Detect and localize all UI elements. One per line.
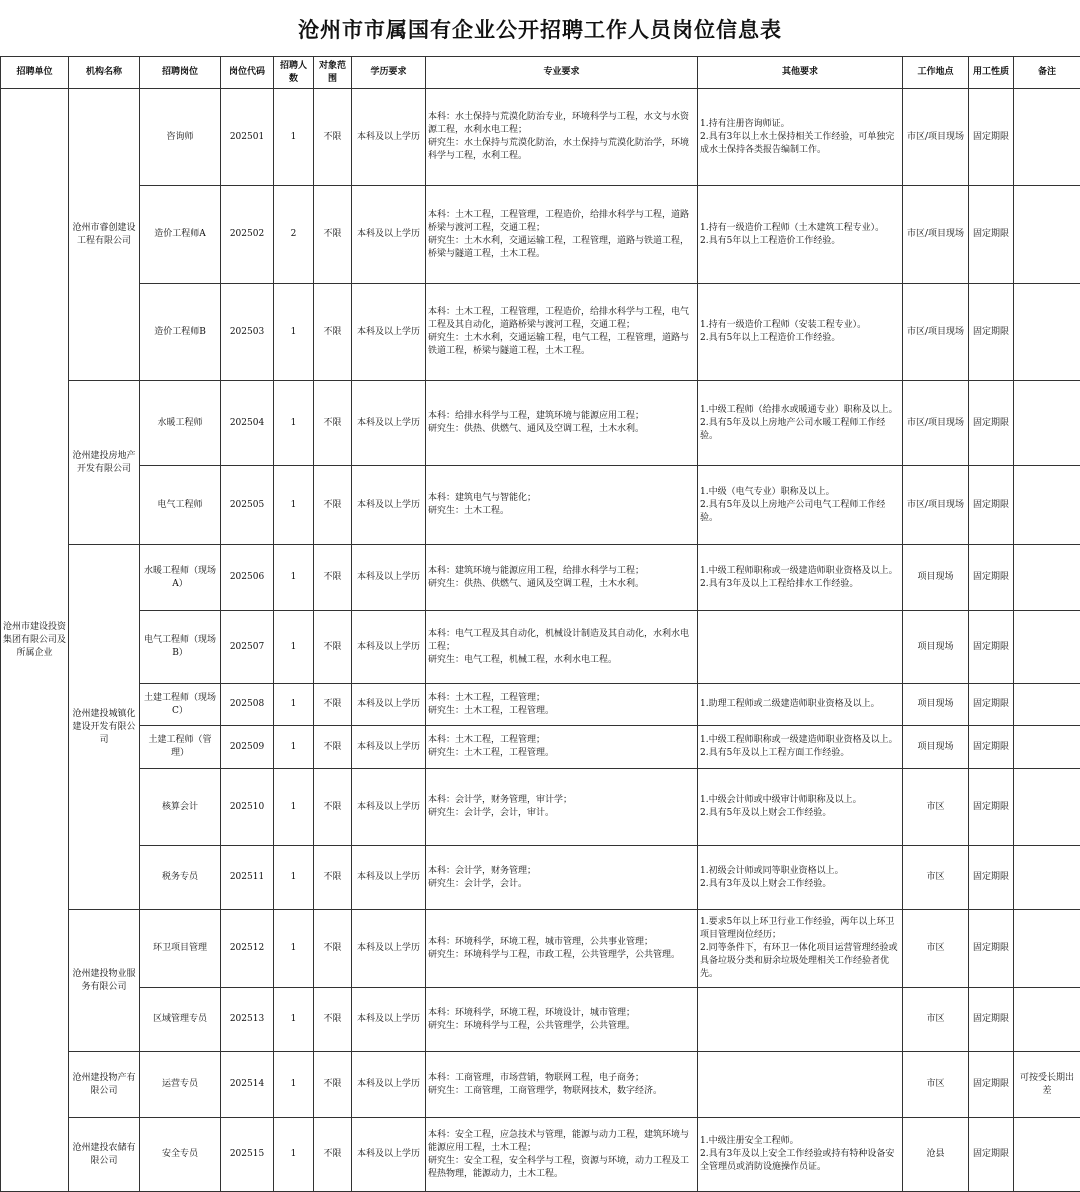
- cell-major: 本科：给排水科学与工程，建筑环境与能源应用工程； 研究生：供热、供燃气、通风及空调工程，土木水利。: [426, 381, 698, 466]
- cell-location: 市区/项目现场: [903, 284, 969, 381]
- header-org: 机构名称: [69, 57, 140, 89]
- cell-other: 1.持有一级造价工程师（土木建筑工程专业）。 2.具有5年以上工程造价工作经验。: [698, 186, 903, 284]
- cell-org: 沧州建投物业服务有限公司: [69, 910, 140, 1052]
- cell-scope: 不限: [314, 988, 352, 1052]
- cell-scope: 不限: [314, 89, 352, 186]
- cell-location: 市区: [903, 769, 969, 846]
- cell-other: 1.助理工程师或二级建造师职业资格及以上。: [698, 684, 903, 726]
- header-edu: 学历要求: [352, 57, 426, 89]
- table-row: [1, 284, 1080, 381]
- cell-employment: 固定期限: [969, 545, 1014, 611]
- cell-major: 本科：土木工程，工程管理，工程造价，给排水科学与工程，电气工程及其自动化，道路桥梁与渡河工程，交通工程； 研究生：土木水利，交通运输工程，电气工程，工程管理，道路与铁道工程，桥梁与隧道工程，土木工程。: [426, 284, 698, 381]
- cell-org: 沧州市睿创建设工程有限公司: [69, 89, 140, 381]
- cell-employment: 固定期限: [969, 726, 1014, 769]
- cell-location: 市区: [903, 1052, 969, 1118]
- cell-location: 市区/项目现场: [903, 466, 969, 545]
- table-row: [1, 910, 1080, 988]
- cell-count: 2: [274, 186, 314, 284]
- cell-employment: 固定期限: [969, 769, 1014, 846]
- cell-count: 1: [274, 284, 314, 381]
- cell-edu: 本科及以上学历: [352, 846, 426, 910]
- cell-code: 202506: [221, 545, 274, 611]
- cell-org: 沧州建投房地产开发有限公司: [69, 381, 140, 545]
- cell-note: [1014, 186, 1080, 284]
- cell-location: 项目现场: [903, 611, 969, 684]
- header-post: 招聘岗位: [140, 57, 221, 89]
- cell-major: 本科：建筑电气与智能化； 研究生：土木工程。: [426, 466, 698, 545]
- cell-employment: 固定期限: [969, 186, 1014, 284]
- cell-location: 市区/项目现场: [903, 89, 969, 186]
- cell-code: 202514: [221, 1052, 274, 1118]
- cell-major: 本科：会计学，财务管理，审计学； 研究生：会计学，会计，审计。: [426, 769, 698, 846]
- cell-code: 202504: [221, 381, 274, 466]
- header-row: [1, 57, 1080, 89]
- header-other: 其他要求: [698, 57, 903, 89]
- cell-scope: 不限: [314, 769, 352, 846]
- cell-location: 市区/项目现场: [903, 381, 969, 466]
- header-employment: 用工性质: [969, 57, 1014, 89]
- cell-major: 本科：土木工程，工程管理； 研究生：土木工程，工程管理。: [426, 684, 698, 726]
- header-unit: 招聘单位: [1, 57, 69, 89]
- cell-employment: 固定期限: [969, 89, 1014, 186]
- cell-employment: 固定期限: [969, 910, 1014, 988]
- cell-other: [698, 1052, 903, 1118]
- cell-scope: 不限: [314, 545, 352, 611]
- cell-scope: 不限: [314, 284, 352, 381]
- cell-major: 本科：电气工程及其自动化，机械设计制造及其自动化，水利水电工程； 研究生：电气工程，机械工程，水利水电工程。: [426, 611, 698, 684]
- cell-count: 1: [274, 846, 314, 910]
- table-row: [1, 684, 1080, 726]
- cell-edu: 本科及以上学历: [352, 1052, 426, 1118]
- cell-location: 市区/项目现场: [903, 186, 969, 284]
- cell-other: 1.持有一级造价工程师（安装工程专业）。 2.具有5年以上工程造价工作经验。: [698, 284, 903, 381]
- cell-edu: 本科及以上学历: [352, 89, 426, 186]
- cell-other: [698, 988, 903, 1052]
- cell-note: [1014, 381, 1080, 466]
- cell-count: 1: [274, 89, 314, 186]
- header-major: 专业要求: [426, 57, 698, 89]
- cell-count: 1: [274, 726, 314, 769]
- cell-scope: 不限: [314, 611, 352, 684]
- header-count: 招聘人数: [274, 57, 314, 89]
- cell-scope: 不限: [314, 186, 352, 284]
- cell-note: [1014, 726, 1080, 769]
- cell-other: 1.中级注册安全工程师。 2.具有3年及以上安全工作经验或持有特种设备安全管理员或消防设施操作员证。: [698, 1118, 903, 1192]
- cell-major: 本科：建筑环境与能源应用工程，给排水科学与工程； 研究生：供热、供燃气、通风及空调工程，土木水利。: [426, 545, 698, 611]
- cell-employment: 固定期限: [969, 988, 1014, 1052]
- cell-location: 项目现场: [903, 545, 969, 611]
- cell-post: 安全专员: [140, 1118, 221, 1192]
- cell-edu: 本科及以上学历: [352, 1118, 426, 1192]
- cell-code: 202513: [221, 988, 274, 1052]
- cell-note: [1014, 684, 1080, 726]
- cell-code: 202508: [221, 684, 274, 726]
- cell-employment: 固定期限: [969, 846, 1014, 910]
- cell-location: 项目现场: [903, 684, 969, 726]
- cell-count: 1: [274, 988, 314, 1052]
- cell-other: 1.中级工程师职称或一级建造师职业资格及以上。 2.具有5年及以上工程方面工作经验。: [698, 726, 903, 769]
- cell-post: 区域管理专员: [140, 988, 221, 1052]
- table-row: [1, 611, 1080, 684]
- cell-count: 1: [274, 1118, 314, 1192]
- cell-note: [1014, 1118, 1080, 1192]
- cell-post: 税务专员: [140, 846, 221, 910]
- cell-other: 1.中级工程师职称或一级建造师职业资格及以上。 2.具有3年及以上工程给排水工作经验。: [698, 545, 903, 611]
- table-row: [1, 846, 1080, 910]
- cell-note: [1014, 89, 1080, 186]
- cell-note: [1014, 611, 1080, 684]
- cell-code: 202503: [221, 284, 274, 381]
- cell-count: 1: [274, 611, 314, 684]
- table-row: [1, 769, 1080, 846]
- cell-employment: 固定期限: [969, 1118, 1014, 1192]
- cell-employment: 固定期限: [969, 466, 1014, 545]
- cell-other: 1.要求5年以上环卫行业工作经验，两年以上环卫项目管理岗位经历； 2.同等条件下，有环卫一体化项目运营管理经验或具备垃圾分类和厨余垃圾处理相关工作经验者优先。: [698, 910, 903, 988]
- cell-edu: 本科及以上学历: [352, 684, 426, 726]
- cell-edu: 本科及以上学历: [352, 381, 426, 466]
- cell-major: 本科：环境科学，环境工程，环境设计，城市管理； 研究生：环境科学与工程，公共管理学，公共管理。: [426, 988, 698, 1052]
- cell-post: 运营专员: [140, 1052, 221, 1118]
- cell-post: 水暖工程师（现场A）: [140, 545, 221, 611]
- cell-note: [1014, 988, 1080, 1052]
- cell-major: 本科：水土保持与荒漠化防治专业，环境科学与工程，水文与水资源工程，水利水电工程； 研究生：水土保持与荒漠化防治，水土保持与荒漠化防治学，环境科学与工程，水利工程。: [426, 89, 698, 186]
- cell-location: 市区: [903, 846, 969, 910]
- cell-count: 1: [274, 769, 314, 846]
- cell-location: 市区: [903, 988, 969, 1052]
- job-table: [0, 56, 1080, 1192]
- cell-location: 项目现场: [903, 726, 969, 769]
- cell-post: 电气工程师（现场B）: [140, 611, 221, 684]
- cell-employment: 固定期限: [969, 381, 1014, 466]
- cell-org: 沧州建投城镇化建设开发有限公司: [69, 545, 140, 910]
- header-note: 备注: [1014, 57, 1080, 89]
- cell-scope: 不限: [314, 381, 352, 466]
- cell-scope: 不限: [314, 726, 352, 769]
- cell-note: 可按受长期出差: [1014, 1052, 1080, 1118]
- cell-post: 咨询师: [140, 89, 221, 186]
- cell-post: 电气工程师: [140, 466, 221, 545]
- cell-code: 202501: [221, 89, 274, 186]
- cell-edu: 本科及以上学历: [352, 186, 426, 284]
- cell-employment: 固定期限: [969, 611, 1014, 684]
- cell-post: 土建工程师（管理）: [140, 726, 221, 769]
- cell-code: 202502: [221, 186, 274, 284]
- cell-org: 沧州建投物产有限公司: [69, 1052, 140, 1118]
- cell-code: 202510: [221, 769, 274, 846]
- cell-other: 1.持有注册咨询师证。 2.具有3年以上水土保持相关工作经验，可单独完成水土保持各类报告编制工作。: [698, 89, 903, 186]
- cell-major: 本科：会计学，财务管理； 研究生：会计学，会计。: [426, 846, 698, 910]
- cell-count: 1: [274, 1052, 314, 1118]
- cell-scope: 不限: [314, 684, 352, 726]
- cell-count: 1: [274, 381, 314, 466]
- cell-scope: 不限: [314, 1052, 352, 1118]
- cell-note: [1014, 466, 1080, 545]
- cell-edu: 本科及以上学历: [352, 988, 426, 1052]
- cell-note: [1014, 846, 1080, 910]
- table-row: [1, 466, 1080, 545]
- cell-scope: 不限: [314, 910, 352, 988]
- cell-other: 1.中级工程师（给排水或暖通专业）职称及以上。 2.具有5年及以上房地产公司水暖工程师工作经验。: [698, 381, 903, 466]
- cell-org: 沧州建投农储有限公司: [69, 1118, 140, 1192]
- table-row: [1, 89, 1080, 186]
- cell-scope: 不限: [314, 1118, 352, 1192]
- cell-count: 1: [274, 910, 314, 988]
- table-row: [1, 988, 1080, 1052]
- cell-post: 土建工程师（现场C）: [140, 684, 221, 726]
- cell-post: 造价工程师A: [140, 186, 221, 284]
- table-row: [1, 186, 1080, 284]
- page-title: 沧州市市属国有企业公开招聘工作人员岗位信息表: [0, 14, 1080, 44]
- cell-other: [698, 611, 903, 684]
- cell-employment: 固定期限: [969, 684, 1014, 726]
- cell-code: 202509: [221, 726, 274, 769]
- cell-note: [1014, 769, 1080, 846]
- cell-post: 环卫项目管理: [140, 910, 221, 988]
- table-row: [1, 726, 1080, 769]
- cell-location: 市区: [903, 910, 969, 988]
- header-code: 岗位代码: [221, 57, 274, 89]
- cell-edu: 本科及以上学历: [352, 545, 426, 611]
- cell-edu: 本科及以上学历: [352, 466, 426, 545]
- cell-note: [1014, 545, 1080, 611]
- cell-code: 202515: [221, 1118, 274, 1192]
- cell-edu: 本科及以上学历: [352, 726, 426, 769]
- cell-major: 本科：工商管理，市场营销，物联网工程，电子商务； 研究生：工商管理，工商管理学，物联网技术，数字经济。: [426, 1052, 698, 1118]
- cell-post: 造价工程师B: [140, 284, 221, 381]
- cell-note: [1014, 910, 1080, 988]
- cell-post: 水暖工程师: [140, 381, 221, 466]
- cell-code: 202505: [221, 466, 274, 545]
- cell-other: 1.初级会计师或同等职业资格以上。 2.具有3年及以上财会工作经验。: [698, 846, 903, 910]
- cell-count: 1: [274, 466, 314, 545]
- table-row: [1, 1052, 1080, 1118]
- table-row: [1, 381, 1080, 466]
- table-row: [1, 1118, 1080, 1192]
- cell-other: 1.中级（电气专业）职称及以上。 2.具有5年及以上房地产公司电气工程师工作经验。: [698, 466, 903, 545]
- cell-edu: 本科及以上学历: [352, 284, 426, 381]
- cell-count: 1: [274, 545, 314, 611]
- cell-edu: 本科及以上学历: [352, 769, 426, 846]
- table-row: [1, 545, 1080, 611]
- cell-major: 本科：环境科学，环境工程，城市管理，公共事业管理； 研究生：环境科学与工程，市政工程，公共管理学，公共管理。: [426, 910, 698, 988]
- cell-code: 202507: [221, 611, 274, 684]
- cell-post: 核算会计: [140, 769, 221, 846]
- cell-edu: 本科及以上学历: [352, 910, 426, 988]
- cell-employment: 固定期限: [969, 284, 1014, 381]
- header-location: 工作地点: [903, 57, 969, 89]
- header-scope: 对象范围: [314, 57, 352, 89]
- cell-unit: 沧州市建设投资集团有限公司及所属企业: [1, 89, 69, 1192]
- cell-code: 202512: [221, 910, 274, 988]
- cell-major: 本科：土木工程，工程管理； 研究生：土木工程，工程管理。: [426, 726, 698, 769]
- cell-major: 本科：安全工程，应急技术与管理，能源与动力工程，建筑环境与能源应用工程，土木工程； 研究生：安全工程，安全科学与工程，资源与环境，动力工程及工程热物理，能源动力，土木工程。: [426, 1118, 698, 1192]
- cell-note: [1014, 284, 1080, 381]
- cell-code: 202511: [221, 846, 274, 910]
- cell-edu: 本科及以上学历: [352, 611, 426, 684]
- cell-location: 沧县: [903, 1118, 969, 1192]
- cell-count: 1: [274, 684, 314, 726]
- cell-employment: 固定期限: [969, 1052, 1014, 1118]
- cell-major: 本科：土木工程，工程管理，工程造价，给排水科学与工程，道路桥梁与渡河工程，交通工程； 研究生：土木水利，交通运输工程，工程管理，道路与铁道工程，桥梁与隧道工程，土木工程。: [426, 186, 698, 284]
- cell-other: 1.中级会计师或中级审计师职称及以上。 2.具有5年及以上财会工作经验。: [698, 769, 903, 846]
- cell-scope: 不限: [314, 846, 352, 910]
- cell-scope: 不限: [314, 466, 352, 545]
